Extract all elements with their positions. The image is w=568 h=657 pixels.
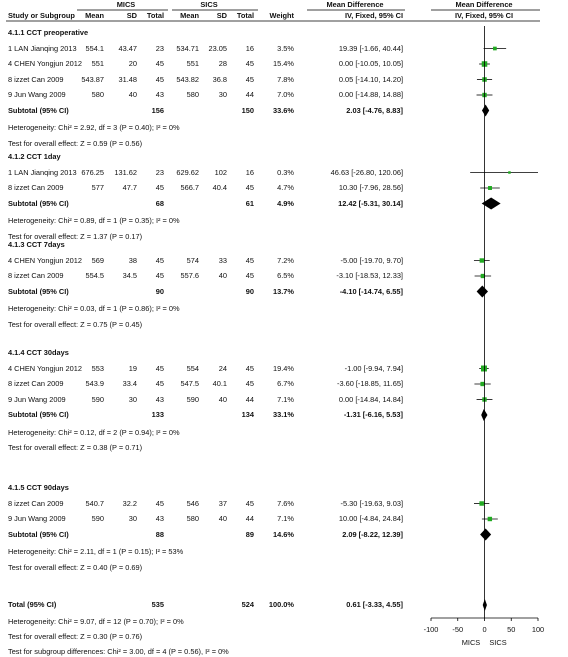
subgroup-title: 4.1.1 CCT preoperative — [8, 28, 89, 37]
total-overall: Test for overall effect: Z = 0.30 (P = 0.76) — [8, 632, 143, 641]
study-name: 4 CHEN Yongjun 2012 — [8, 59, 82, 68]
sd2: 36.8 — [212, 74, 227, 84]
total1: 45 — [155, 59, 164, 68]
heterogeneity: Heterogeneity: Chi² = 2.92, df = 3 (P = 0.40); I² = 0% — [8, 123, 180, 132]
sd2: 40 — [218, 514, 227, 523]
mean1: 554.5 — [85, 271, 104, 280]
col-weight: Weight — [269, 11, 294, 20]
subgroup-title: 4.1.3 CCT 7days — [8, 240, 65, 249]
subtotal-n1: 68 — [155, 198, 164, 208]
study-name: 9 Jun Wang 2009 — [8, 90, 66, 99]
x-tick-label: 100 — [531, 625, 545, 634]
mean2: 546 — [186, 498, 199, 508]
sd2: 40 — [218, 271, 227, 280]
study-1-0-square — [508, 171, 510, 173]
md-ci-text: -5.30 [-19.63, 9.03] — [340, 498, 403, 508]
col-mean1: Mean — [85, 11, 104, 20]
total2: 45 — [245, 59, 254, 68]
total2: 45 — [245, 271, 254, 280]
heterogeneity: Heterogeneity: Chi² = 0.89, df = 1 (P = 0.35); I² = 0% — [8, 216, 180, 225]
subgroup-differences: Test for subgroup differences: Chi² = 3.00, df = 4 (P = 0.56), I² = 0% — [8, 647, 229, 656]
study-0-0-square — [493, 47, 497, 51]
subtotal-n2: 61 — [245, 198, 254, 208]
study-3-1-square — [480, 382, 484, 386]
total-md: 0.61 [-3.33, 4.55] — [346, 600, 403, 609]
total1: 45 — [155, 271, 164, 280]
sd2: 102 — [214, 167, 227, 177]
mean1: 580 — [91, 90, 104, 99]
subtotal-label: Subtotal (95% CI) — [8, 410, 69, 419]
mean2: 590 — [186, 394, 199, 404]
weight: 7.6% — [277, 498, 294, 508]
sd1: 131.62 — [114, 167, 137, 177]
mean1: 543.87 — [81, 74, 104, 84]
x-tick-label: 0 — [482, 625, 487, 634]
weight: 0.3% — [277, 167, 294, 177]
study-name: 8 izzet Can 2009 — [8, 379, 64, 388]
study-name: 8 izzet Can 2009 — [8, 271, 64, 280]
weight: 7.1% — [277, 514, 294, 523]
mean2: 580 — [186, 90, 199, 99]
weight: 3.5% — [277, 43, 294, 53]
x-tick-label: -100 — [423, 625, 439, 634]
subtotal-label: Subtotal (95% CI) — [8, 105, 69, 115]
md-ci-text: 0.00 [-14.88, 14.88] — [338, 90, 403, 99]
study-name: 1 LAN Jianqing 2013 — [8, 167, 77, 177]
total2: 45 — [245, 255, 254, 265]
overall-effect: Test for overall effect: Z = 0.38 (P = 0.71) — [8, 443, 143, 452]
overall-effect: Test for overall effect: Z = 0.59 (P = 0.56) — [8, 138, 143, 148]
md-ci-text: -1.00 [-9.94, 7.94] — [344, 363, 403, 373]
subtotal-diamond-0 — [482, 105, 489, 117]
mean1: 551 — [91, 59, 104, 68]
heterogeneity: Heterogeneity: Chi² = 2.11, df = 1 (P = 0.15); I² = 53% — [8, 547, 184, 556]
total1: 43 — [155, 90, 164, 99]
sd1: 34.5 — [122, 271, 137, 280]
x-tick-label: -50 — [452, 625, 464, 634]
total1: 45 — [155, 498, 164, 508]
mean1: 554.1 — [85, 43, 104, 53]
sd1: 19 — [128, 363, 137, 373]
md-ci-text: 0.00 [-14.84, 14.84] — [338, 394, 403, 404]
md-ci-text: 10.30 [-7.96, 28.56] — [338, 183, 403, 192]
total1: 45 — [155, 363, 164, 373]
mean1: 577 — [91, 183, 104, 192]
mean2: 543.82 — [176, 74, 199, 84]
col-sd2: SD — [216, 11, 227, 20]
study-name: 1 LAN Jianqing 2013 — [8, 43, 77, 53]
mean2: 557.6 — [180, 271, 199, 280]
total1: 45 — [155, 379, 164, 388]
md-ci-text: -5.00 [-19.70, 9.70] — [340, 255, 403, 265]
subtotal-md: -4.10 [-14.74, 6.55] — [339, 286, 403, 296]
weight: 7.1% — [277, 394, 294, 404]
weight: 4.7% — [277, 183, 294, 192]
sd1: 32.2 — [122, 498, 137, 508]
subtotal-weight: 33.6% — [273, 105, 294, 115]
total2: 45 — [245, 498, 254, 508]
total1: 23 — [155, 167, 164, 177]
sd1: 30 — [128, 394, 137, 404]
subtotal-weight: 14.6% — [273, 529, 294, 539]
subgroup-title: 4.1.5 CCT 90days — [8, 483, 69, 492]
subtotal-n1: 133 — [151, 410, 164, 419]
mean2: 629.62 — [176, 167, 199, 177]
md-ci-text: 19.39 [-1.66, 40.44] — [338, 43, 403, 53]
subtotal-label: Subtotal (95% CI) — [8, 286, 69, 296]
plot-header: Mean Difference — [455, 0, 513, 9]
sd1: 38 — [128, 255, 137, 265]
sd2: 33 — [218, 255, 227, 265]
total2: 45 — [245, 363, 254, 373]
weight: 19.4% — [273, 363, 294, 373]
sd2: 37 — [218, 498, 227, 508]
study-name: 4 CHEN Yongjun 2012 — [8, 255, 82, 265]
subtotal-n2: 90 — [245, 286, 254, 296]
subtotal-md: 2.03 [-4.76, 8.83] — [346, 105, 403, 115]
total1: 45 — [155, 255, 164, 265]
study-3-0-square — [481, 366, 487, 372]
subtotal-n2: 150 — [241, 105, 254, 115]
favours-right: SICS — [489, 638, 507, 647]
total2: 44 — [245, 394, 254, 404]
mean1: 590 — [91, 514, 104, 523]
sd2: 30 — [218, 90, 227, 99]
total2: 45 — [245, 183, 254, 192]
study-name: 4 CHEN Yongjun 2012 — [8, 363, 82, 373]
sd1: 43.47 — [118, 43, 137, 53]
study-name: 8 izzet Can 2009 — [8, 74, 64, 84]
mean1: 540.7 — [85, 498, 104, 508]
weight: 6.7% — [277, 379, 294, 388]
study-4-0-square — [479, 501, 483, 505]
col-plot-ci: IV, Fixed, 95% CI — [454, 11, 514, 20]
mean2: 551 — [186, 59, 199, 68]
study-name: 8 izzet Can 2009 — [8, 183, 64, 192]
sd1: 33.4 — [122, 379, 137, 388]
weight: 6.5% — [277, 271, 294, 280]
mean2: 574 — [186, 255, 199, 265]
total1: 23 — [155, 43, 164, 53]
subtotal-md: 2.09 [-8.22, 12.39] — [342, 529, 403, 539]
total-weight: 100.0% — [268, 600, 294, 609]
col-mean2: Mean — [180, 11, 199, 20]
total1: 45 — [155, 74, 164, 84]
md-ci-text: 10.00 [-4.84, 24.84] — [338, 514, 403, 523]
md-ci-text: -3.60 [-18.85, 11.65] — [336, 379, 403, 388]
subtotal-diamond-2 — [477, 286, 488, 298]
x-tick-label: 50 — [507, 625, 516, 634]
total1: 43 — [155, 514, 164, 523]
md-ci-text: 46.63 [-26.80, 120.06] — [330, 167, 403, 177]
study-2-0-square — [480, 258, 484, 262]
total2: 45 — [245, 379, 254, 388]
study-1-1-square — [488, 186, 492, 190]
total-n2: 524 — [241, 600, 254, 609]
weight: 7.0% — [277, 90, 294, 99]
sd1: 47.7 — [122, 183, 137, 192]
group2-header: SICS — [200, 0, 218, 9]
sd2: 24 — [218, 363, 227, 373]
subtotal-weight: 4.9% — [277, 198, 294, 208]
mean2: 547.5 — [180, 379, 199, 388]
mean1: 543.9 — [85, 379, 104, 388]
overall-effect: Test for overall effect: Z = 1.37 (P = 0.17) — [8, 231, 143, 241]
col-sd1: SD — [126, 11, 137, 20]
overall-effect: Test for overall effect: Z = 0.75 (P = 0.45) — [8, 319, 143, 329]
total2: 45 — [245, 74, 254, 84]
sd1: 30 — [128, 514, 137, 523]
subtotal-n2: 134 — [241, 410, 254, 419]
sd2: 40 — [218, 394, 227, 404]
subtotal-weight: 13.7% — [273, 286, 294, 296]
heterogeneity: Heterogeneity: Chi² = 0.03, df = 1 (P = 0.86); I² = 0% — [8, 304, 180, 313]
md-ci-text: 0.05 [-14.10, 14.20] — [338, 74, 403, 84]
study-name: 9 Jun Wang 2009 — [8, 514, 66, 523]
total-heterogeneity: Heterogeneity: Chi² = 9.07, df = 12 (P = 0.70); I² = 0% — [8, 617, 184, 626]
col-study: Study or Subgroup — [8, 11, 75, 20]
mean1: 569 — [91, 255, 104, 265]
subtotal-n2: 89 — [245, 529, 254, 539]
study-name: 8 izzet Can 2009 — [8, 498, 64, 508]
sd2: 23.05 — [208, 43, 227, 53]
subtotal-n1: 156 — [151, 105, 164, 115]
total1: 43 — [155, 394, 164, 404]
col-total2: Total — [236, 11, 254, 20]
mean1: 676.25 — [81, 167, 104, 177]
md-ci-text: 0.00 [-10.05, 10.05] — [338, 59, 403, 68]
subtotal-label: Subtotal (95% CI) — [8, 198, 69, 208]
sd1: 40 — [128, 90, 137, 99]
subtotal-md: -1.31 [-6.16, 5.53] — [343, 410, 403, 419]
subtotal-md: 12.42 [-5.31, 30.14] — [338, 198, 403, 208]
study-4-1-square — [488, 517, 492, 521]
subtotal-n1: 90 — [155, 286, 164, 296]
total-label: Total (95% CI) — [8, 600, 57, 609]
study-name: 9 Jun Wang 2009 — [8, 394, 66, 404]
total2: 16 — [245, 43, 254, 53]
group1-header: MICS — [116, 0, 136, 9]
subtotal-weight: 33.1% — [273, 410, 294, 419]
sd2: 40.1 — [212, 379, 227, 388]
mean2: 534.71 — [176, 43, 199, 53]
mean2: 580 — [186, 514, 199, 523]
mean1: 553 — [91, 363, 104, 373]
col-md-ci: IV, Fixed, 95% CI — [344, 11, 403, 20]
sd1: 31.48 — [118, 74, 137, 84]
weight: 15.4% — [273, 59, 294, 68]
md-header: Mean Difference — [326, 0, 384, 9]
mean2: 554 — [186, 363, 199, 373]
total2: 44 — [245, 514, 254, 523]
md-ci-text: -3.10 [-18.53, 12.33] — [336, 271, 403, 280]
heterogeneity: Heterogeneity: Chi² = 0.12, df = 2 (P = 0.94); I² = 0% — [8, 427, 180, 437]
subtotal-n1: 88 — [155, 529, 164, 539]
weight: 7.8% — [277, 74, 294, 84]
total2: 44 — [245, 90, 254, 99]
favours-left: MICS — [461, 638, 481, 647]
mean2: 566.7 — [180, 183, 199, 192]
col-total1: Total — [146, 11, 164, 20]
weight: 7.2% — [277, 255, 294, 265]
subtotal-diamond-4 — [480, 529, 491, 541]
sd1: 20 — [128, 59, 137, 68]
sd2: 28 — [218, 59, 227, 68]
total1: 45 — [155, 183, 164, 192]
mean1: 590 — [91, 394, 104, 404]
sd2: 40.4 — [212, 183, 227, 192]
subtotal-label: Subtotal (95% CI) — [8, 529, 69, 539]
overall-effect: Test for overall effect: Z = 0.40 (P = 0.69) — [8, 562, 143, 572]
subgroup-title: 4.1.2 CCT 1day — [8, 152, 61, 161]
total2: 16 — [245, 167, 254, 177]
total-n1: 535 — [151, 600, 164, 609]
subgroup-title: 4.1.4 CCT 30days — [8, 348, 69, 357]
